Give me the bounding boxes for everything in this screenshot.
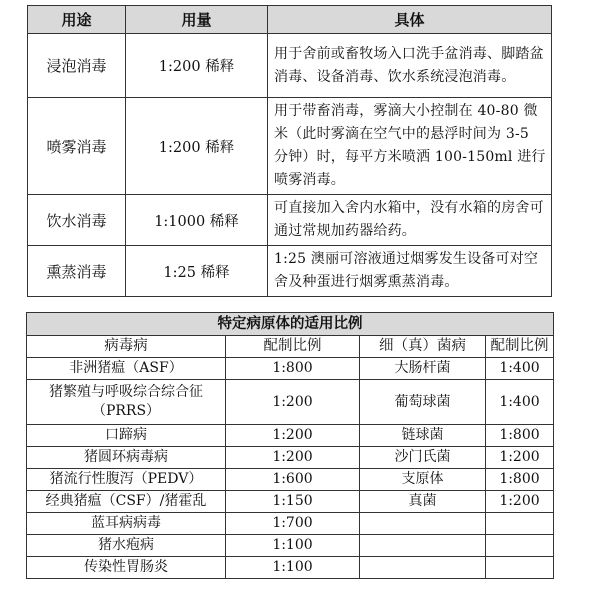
bacteria-cell: 真菌 bbox=[360, 491, 486, 513]
bacteria-ratio-cell: 1:800 bbox=[486, 469, 554, 491]
virus-ratio-cell: 1:100 bbox=[226, 535, 360, 557]
bacteria-cell: 链球菌 bbox=[360, 425, 486, 447]
virus-cell: 猪繁殖与呼吸综合综合征（PRRS） bbox=[27, 380, 226, 425]
header-detail: 具体 bbox=[268, 6, 552, 34]
amount-cell: 1:200 稀释 bbox=[126, 98, 268, 195]
bacteria-ratio-cell bbox=[486, 513, 554, 535]
header-virus: 病毒病 bbox=[27, 336, 226, 358]
ratio-row bbox=[27, 425, 554, 447]
virus-ratio-cell: 1:800 bbox=[226, 358, 360, 380]
virus-ratio-cell: 1:700 bbox=[226, 513, 360, 535]
detail-cell: 可直接加入舍内水箱中，没有水箱的房舍可通过常规加药器给药。 bbox=[268, 195, 552, 246]
bacteria-ratio-cell: 1:400 bbox=[486, 358, 554, 380]
use-cell: 喷雾消毒 bbox=[28, 98, 126, 195]
ratio-row bbox=[27, 557, 554, 579]
bacteria-cell: 支原体 bbox=[360, 469, 486, 491]
usage-row bbox=[28, 98, 552, 195]
bacteria-ratio-cell bbox=[486, 557, 554, 579]
bacteria-ratio-cell: 1:200 bbox=[486, 491, 554, 513]
ratio-row bbox=[27, 469, 554, 491]
usage-row bbox=[28, 195, 552, 246]
usage-table bbox=[27, 5, 552, 297]
use-cell: 熏蒸消毒 bbox=[28, 246, 126, 297]
amount-cell: 1:25 稀释 bbox=[126, 246, 268, 297]
virus-cell: 猪圆环病毒病 bbox=[27, 447, 226, 469]
ratio-table-header bbox=[27, 336, 554, 358]
ratio-row bbox=[27, 447, 554, 469]
header-amount: 用量 bbox=[126, 6, 268, 34]
bacteria-cell: 葡萄球菌 bbox=[360, 380, 486, 425]
pathogen-ratio-table bbox=[26, 312, 554, 579]
virus-ratio-cell: 1:200 bbox=[226, 425, 360, 447]
usage-table-header bbox=[28, 6, 552, 34]
virus-ratio-cell: 1:150 bbox=[226, 491, 360, 513]
ratio-row bbox=[27, 358, 554, 380]
virus-ratio-cell: 1:200 bbox=[226, 447, 360, 469]
detail-cell: 用于舍前或畜牧场入口洗手盆消毒、脚踏盆消毒、设备消毒、饮水系统浸泡消毒。 bbox=[268, 34, 552, 98]
ratio-table-title: 特定病原体的适用比例 bbox=[27, 313, 554, 336]
virus-cell: 经典猪瘟（CSF）/猪霍乱 bbox=[27, 491, 226, 513]
amount-cell: 1:1000 稀释 bbox=[126, 195, 268, 246]
virus-ratio-cell: 1:100 bbox=[226, 557, 360, 579]
bacteria-cell bbox=[360, 557, 486, 579]
ratio-row bbox=[27, 535, 554, 557]
bacteria-ratio-cell: 1:800 bbox=[486, 425, 554, 447]
header-bacteria: 细（真）菌病 bbox=[360, 336, 486, 358]
bacteria-ratio-cell: 1:200 bbox=[486, 447, 554, 469]
bacteria-ratio-cell bbox=[486, 535, 554, 557]
header-bacteria-ratio: 配制比例 bbox=[486, 336, 554, 358]
virus-cell: 口蹄病 bbox=[27, 425, 226, 447]
virus-cell: 猪流行性腹泻（PEDV） bbox=[27, 469, 226, 491]
detail-cell: 1:25 澳丽可溶液通过烟雾发生设备可对空舍及种蛋进行烟雾熏蒸消毒。 bbox=[268, 246, 552, 297]
use-cell: 饮水消毒 bbox=[28, 195, 126, 246]
detail-cell: 用于带畜消毒，雾滴大小控制在 40-80 微米（此时雾滴在空气中的悬浮时间为 3-5 分钟）时，每平方米喷洒 100-150ml 进行喷雾消毒。 bbox=[268, 98, 552, 195]
amount-cell: 1:200 稀释 bbox=[126, 34, 268, 98]
ratio-table-title-row bbox=[27, 313, 554, 336]
virus-cell: 非洲猪瘟（ASF） bbox=[27, 358, 226, 380]
virus-cell: 传染性胃肠炎 bbox=[27, 557, 226, 579]
ratio-row bbox=[27, 380, 554, 425]
virus-ratio-cell: 1:600 bbox=[226, 469, 360, 491]
bacteria-ratio-cell: 1:400 bbox=[486, 380, 554, 425]
header-use: 用途 bbox=[28, 6, 126, 34]
header-virus-ratio: 配制比例 bbox=[226, 336, 360, 358]
bacteria-cell bbox=[360, 535, 486, 557]
virus-cell: 猪水疱病 bbox=[27, 535, 226, 557]
ratio-row bbox=[27, 513, 554, 535]
usage-row bbox=[28, 34, 552, 98]
bacteria-cell: 沙门氏菌 bbox=[360, 447, 486, 469]
use-cell: 浸泡消毒 bbox=[28, 34, 126, 98]
virus-cell: 蓝耳病病毒 bbox=[27, 513, 226, 535]
virus-ratio-cell: 1:200 bbox=[226, 380, 360, 425]
bacteria-cell bbox=[360, 513, 486, 535]
ratio-row bbox=[27, 491, 554, 513]
bacteria-cell: 大肠杆菌 bbox=[360, 358, 486, 380]
usage-row bbox=[28, 246, 552, 297]
